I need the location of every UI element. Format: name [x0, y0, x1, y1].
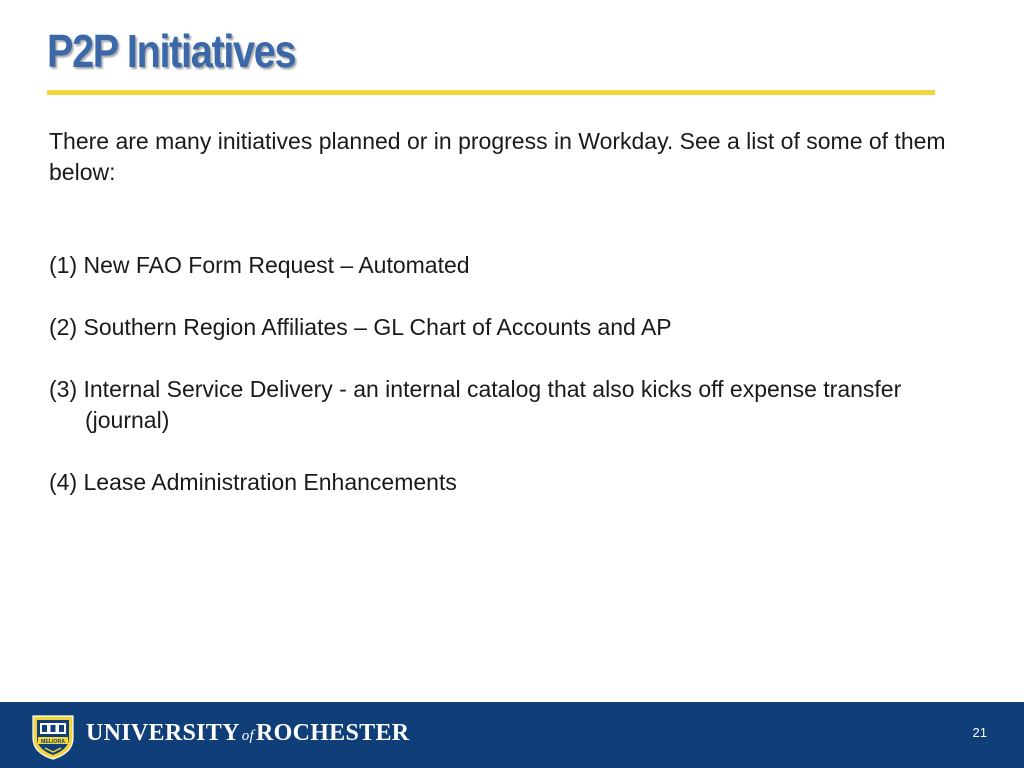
initiative-list	[49, 250, 949, 498]
title-divider	[47, 90, 935, 95]
university-seal-icon	[30, 712, 76, 760]
page-number: 21	[972, 725, 987, 740]
list-item: (3) Internal Service Delivery - an internal catalog that also kicks off expense transfer (journal)	[49, 376, 902, 433]
list-item: (4) Lease Administration Enhancements	[49, 469, 457, 495]
wordmark-university: UNIVERSITY	[86, 720, 240, 746]
list-item: (1) New FAO Form Request – Automated	[49, 252, 470, 278]
list-item: (2) Southern Region Affiliates – GL Chart of Accounts and AP	[49, 314, 672, 340]
intro-text: There are many initiatives planned or in progress in Workday. See a list of some of them below:	[49, 128, 946, 185]
wordmark-of: of	[241, 728, 254, 744]
university-wordmark	[86, 720, 409, 747]
wordmark-rochester: ROCHESTER	[255, 720, 410, 746]
footer-bar	[0, 702, 1024, 768]
slide-body	[49, 126, 949, 529]
seal-motto: MELIORA	[41, 738, 65, 745]
slide-title: P2P Initiatives	[47, 25, 296, 77]
